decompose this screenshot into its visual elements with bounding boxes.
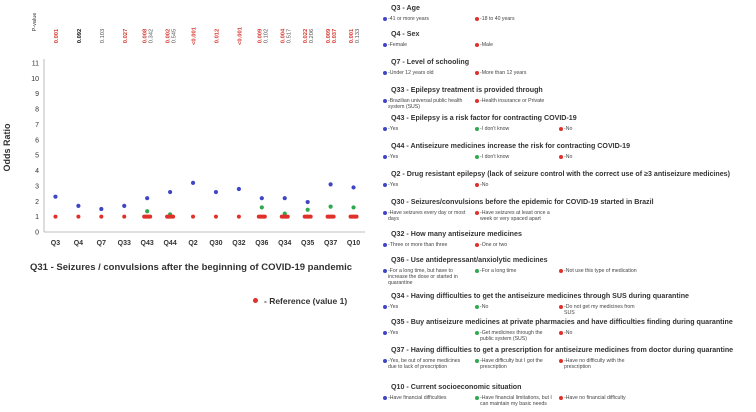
y-tick-label: 5 bbox=[35, 152, 39, 160]
reference-legend bbox=[253, 296, 347, 306]
legend-option bbox=[383, 268, 469, 286]
legend-question-title: Q37 - Having difficulties to get a prescription for antiseizure medicines from doctor during quarantine bbox=[391, 346, 734, 354]
p-value: 0.022 bbox=[303, 28, 310, 44]
reference-dot bbox=[253, 298, 258, 303]
x-tick-label: Q36 bbox=[255, 240, 269, 247]
legend-option bbox=[475, 154, 561, 160]
legend-option-label: -Get medicines through the public system (SUS) bbox=[480, 330, 543, 342]
p-value: 0.037 bbox=[332, 28, 339, 44]
legend-option-label: -Yes bbox=[388, 182, 399, 188]
legend-dot bbox=[383, 17, 387, 21]
p-value-label: P-value bbox=[32, 12, 38, 32]
legend-option-label: -Health insurance or Private bbox=[480, 98, 545, 104]
legend-question-title: Q4 - Sex bbox=[391, 30, 420, 38]
p-value: 0.008 bbox=[142, 28, 149, 44]
legend-option-label: -Under 12 years old bbox=[388, 70, 434, 76]
legend-option bbox=[475, 42, 561, 48]
legend-option bbox=[383, 182, 469, 188]
x-tick-label: Q4 bbox=[73, 240, 84, 247]
legend-option bbox=[383, 154, 469, 160]
legend-option-label: -One or two bbox=[480, 242, 508, 248]
reference-point bbox=[214, 215, 218, 219]
legend-option-label: -18 to 40 years bbox=[480, 16, 515, 22]
reference-point bbox=[76, 215, 80, 219]
legend-dot bbox=[383, 269, 387, 273]
blue-point bbox=[306, 200, 310, 204]
reference-label: - Reference (value 1) bbox=[264, 296, 348, 306]
chart-title: Q31 - Seizures / convulsions after the beginning of COVID-19 pandemic bbox=[30, 262, 353, 273]
reference-point bbox=[280, 215, 290, 219]
legend-option bbox=[383, 16, 469, 22]
green-point bbox=[351, 205, 355, 209]
reference-point bbox=[349, 215, 359, 219]
legend-dot bbox=[475, 359, 479, 363]
legend-option bbox=[383, 70, 469, 76]
legend-question-title: Q2 - Drug resistant epilepsy (lack of seizure control with the correct use of ≥3 antiseizure medicines) bbox=[391, 170, 730, 178]
legend-question-title: Q7 - Level of schooling bbox=[391, 58, 470, 66]
p-value: 0.009 bbox=[326, 28, 333, 44]
x-tick-label: Q44 bbox=[163, 240, 177, 247]
legend-option bbox=[383, 330, 469, 336]
legend-option bbox=[383, 210, 467, 222]
legend-option-label: -Yes bbox=[388, 126, 399, 132]
legend-dot bbox=[383, 331, 387, 335]
legend-option bbox=[475, 304, 561, 310]
legend-option bbox=[559, 358, 645, 370]
y-tick-label: 9 bbox=[35, 91, 39, 99]
legend-option bbox=[383, 126, 469, 132]
green-point bbox=[145, 209, 149, 213]
p-value: 0.206 bbox=[309, 28, 316, 44]
y-tick-label: 10 bbox=[31, 75, 39, 83]
legend-option-label: -Three or more than three bbox=[388, 242, 448, 248]
y-tick-label: 0 bbox=[35, 229, 39, 237]
y-axis-label: Odds Ratio bbox=[2, 123, 12, 172]
legend-option bbox=[475, 330, 555, 342]
legend-dot bbox=[475, 269, 479, 273]
legend-option bbox=[559, 304, 645, 316]
legend-option-label: -41 or more years bbox=[388, 16, 429, 22]
legend-dot bbox=[559, 127, 563, 131]
reference-point bbox=[142, 215, 152, 219]
p-value: <0.001 bbox=[237, 27, 244, 45]
legend-option bbox=[559, 126, 645, 132]
reference-point bbox=[191, 215, 195, 219]
reference-point bbox=[122, 215, 126, 219]
legend-option-label: -Female bbox=[388, 42, 408, 48]
legend-option bbox=[475, 182, 561, 188]
legend-question-title: Q36 - Use antidepressant/anxiolytic medicines bbox=[391, 256, 548, 264]
legend-question-title: Q30 - Seizures/convulsions before the epidemic for COVID-19 started in Brazil bbox=[391, 198, 654, 206]
p-value: 0.004 bbox=[280, 28, 287, 44]
legend-dot bbox=[383, 155, 387, 159]
legend-option-label: -No bbox=[480, 304, 489, 310]
legend-option bbox=[383, 98, 467, 110]
x-tick-label: Q10 bbox=[346, 240, 361, 247]
legend-option bbox=[475, 126, 561, 132]
legend-option bbox=[559, 268, 645, 274]
x-tick-label: Q2 bbox=[188, 240, 198, 247]
legend-dot bbox=[475, 183, 479, 187]
chart-axes bbox=[32, 13, 365, 232]
legend-option-label: -Have seizures every day or most days bbox=[388, 210, 466, 222]
legend-dot bbox=[475, 243, 479, 247]
p-value: 0.009 bbox=[257, 28, 264, 44]
legend-option bbox=[475, 16, 561, 22]
legend-dot bbox=[383, 305, 387, 309]
x-tick-label: Q35 bbox=[301, 240, 315, 247]
legend-option-label: -Yes bbox=[388, 154, 399, 160]
legend-option-label: -No bbox=[564, 330, 573, 336]
legend-option-label: -Brazilian universal public health system (SUS) bbox=[388, 98, 463, 110]
legend-dot bbox=[383, 99, 387, 103]
p-value: 0.133 bbox=[355, 28, 362, 44]
reference-point bbox=[99, 215, 103, 219]
p-value: 0.545 bbox=[171, 28, 178, 44]
green-point bbox=[260, 205, 264, 209]
p-value: 0.027 bbox=[122, 28, 129, 44]
legend-option-label: -Male bbox=[480, 42, 493, 48]
legend-option-label: -Yes bbox=[388, 304, 399, 310]
legend-dot bbox=[383, 243, 387, 247]
legend-dot bbox=[383, 71, 387, 75]
reference-point bbox=[326, 215, 336, 219]
legend-option-label: -More than 12 years bbox=[480, 70, 527, 76]
legend-dot bbox=[559, 305, 563, 309]
legend-dot bbox=[559, 155, 563, 159]
legend-option-label: -Yes, be out of some medicines due to lack of prescription bbox=[388, 358, 461, 370]
legend-question-title: Q3 - Age bbox=[391, 4, 420, 12]
legend-option-label: -I don't know bbox=[480, 154, 510, 160]
reference-point bbox=[53, 215, 57, 219]
reference-point bbox=[257, 215, 267, 219]
legend-question-title: Q35 - Buy antiseizure medicines at private pharmacies and have difficulties finding during quarantine bbox=[391, 318, 733, 326]
y-tick-label: 2 bbox=[35, 198, 39, 206]
legend-option-label: -Have no financial difficulty bbox=[564, 395, 626, 401]
legend-dot bbox=[475, 331, 479, 335]
legend-option bbox=[383, 395, 469, 401]
legend-option-label: -Do not get my medicines from SUS bbox=[564, 304, 635, 316]
legend-option bbox=[383, 242, 469, 248]
blue-point bbox=[168, 190, 172, 194]
legend-option bbox=[559, 330, 645, 336]
p-value: 0.517 bbox=[286, 28, 293, 44]
legend-dot bbox=[559, 396, 563, 400]
x-tick-label: Q3 bbox=[50, 240, 61, 247]
reference-point bbox=[237, 215, 241, 219]
legend-option bbox=[559, 395, 645, 401]
legend-option-label: -For a long time bbox=[480, 268, 517, 274]
y-tick-label: 7 bbox=[35, 121, 39, 129]
legend-dot bbox=[383, 127, 387, 131]
blue-point bbox=[283, 196, 287, 200]
p-values bbox=[54, 26, 361, 45]
blue-point bbox=[237, 187, 241, 191]
legend-option-label: -For a long time, but have to increase the dose or started in quarantine bbox=[388, 268, 458, 286]
legend-option-label: -I don't know bbox=[480, 126, 510, 132]
legend-option bbox=[475, 98, 561, 104]
legend-dot bbox=[475, 17, 479, 21]
legend-dot bbox=[383, 211, 387, 215]
legend-option-label: -Have no difficulty with the prescription bbox=[564, 358, 625, 370]
x-tick-label: Q7 bbox=[96, 240, 106, 247]
legend-option-label: -Have seizures at least once a week or very spaced apart bbox=[480, 210, 550, 222]
chart-marks bbox=[53, 181, 358, 219]
legend-option bbox=[475, 395, 553, 407]
p-value: <0.001 bbox=[191, 27, 198, 45]
reference-point bbox=[303, 215, 313, 219]
legend-dot bbox=[475, 127, 479, 131]
legend-option-label: -No bbox=[564, 154, 573, 160]
legend-option-label: -Have financial difficulties bbox=[388, 395, 447, 401]
legend-question-title: Q44 - Antiseizure medicines increase the risk for contracting COVID-19 bbox=[391, 142, 631, 150]
legend-option-label: -No bbox=[564, 126, 573, 132]
blue-point bbox=[145, 196, 149, 200]
legend-option bbox=[475, 70, 561, 76]
legend-question-title: Q33 - Epilepsy treatment is provided through bbox=[391, 86, 543, 94]
legend-dot bbox=[559, 331, 563, 335]
x-ticks bbox=[51, 240, 360, 247]
blue-point bbox=[99, 207, 103, 211]
legend-dot bbox=[475, 155, 479, 159]
legend-dot bbox=[475, 305, 479, 309]
p-value: 0.001 bbox=[53, 28, 60, 44]
legend-dot bbox=[383, 396, 387, 400]
legend-dot bbox=[475, 71, 479, 75]
legend-dot bbox=[383, 43, 387, 47]
y-axis bbox=[2, 61, 39, 237]
legend-dot bbox=[383, 359, 387, 363]
x-tick-label: Q43 bbox=[140, 240, 154, 247]
p-value: 0.092 bbox=[76, 28, 83, 44]
legend-option-label: -Yes bbox=[388, 330, 399, 336]
x-tick-label: Q33 bbox=[117, 240, 131, 247]
y-tick-label: 11 bbox=[31, 60, 39, 68]
legend-dot bbox=[559, 359, 563, 363]
legend-option bbox=[475, 358, 553, 370]
legend-option bbox=[383, 304, 469, 310]
y-tick-label: 8 bbox=[35, 106, 39, 114]
p-value: 0.342 bbox=[148, 28, 155, 44]
legend-dot bbox=[383, 183, 387, 187]
legend-dot bbox=[475, 43, 479, 47]
y-tick-label: 4 bbox=[35, 168, 39, 176]
question-legend bbox=[381, 0, 756, 412]
legend-option bbox=[475, 242, 561, 248]
legend-option-label: -Have difficulty but I got the prescription bbox=[480, 358, 543, 370]
legend-option-label: -No bbox=[480, 182, 489, 188]
legend-option bbox=[475, 210, 561, 222]
green-point bbox=[329, 205, 333, 209]
blue-point bbox=[351, 185, 355, 189]
p-value: 0.001 bbox=[349, 28, 356, 44]
legend-option bbox=[559, 154, 645, 160]
blue-point bbox=[191, 181, 195, 185]
y-tick-label: 3 bbox=[35, 183, 39, 191]
p-value: 0.002 bbox=[165, 28, 172, 44]
legend-dot bbox=[475, 396, 479, 400]
odds-ratio-chart bbox=[0, 0, 372, 260]
blue-point bbox=[214, 190, 218, 194]
legend-dot bbox=[475, 99, 479, 103]
legend-question-title: Q10 - Current socioeconomic situation bbox=[391, 383, 522, 391]
legend-dot bbox=[475, 211, 479, 215]
legend-question-title: Q34 - Having difficulties to get the antiseizure medicines through SUS during quarantine bbox=[391, 292, 689, 300]
legend-option bbox=[383, 358, 469, 370]
blue-point bbox=[122, 204, 126, 208]
x-tick-label: Q37 bbox=[323, 240, 338, 247]
legend-dot bbox=[559, 269, 563, 273]
legend-option-label: -Have financial limitations, but I can maintain my basic needs bbox=[480, 395, 552, 407]
blue-point bbox=[260, 196, 264, 200]
legend-option bbox=[383, 42, 469, 48]
x-tick-label: Q30 bbox=[209, 240, 223, 247]
y-tick-label: 6 bbox=[35, 137, 39, 145]
reference-point bbox=[165, 215, 175, 219]
p-value: 0.103 bbox=[99, 28, 106, 44]
x-tick-label: Q34 bbox=[278, 240, 292, 247]
p-value: 0.102 bbox=[263, 28, 270, 44]
blue-point bbox=[53, 195, 57, 199]
legend-question-title: Q32 - How many antiseizure medicines bbox=[391, 230, 522, 238]
legend-question-title: Q43 - Epilepsy is a risk factor for contracting COVID-19 bbox=[391, 114, 577, 122]
x-tick-label: Q32 bbox=[232, 240, 246, 247]
legend-option-label: -Not use this type of medication bbox=[564, 268, 637, 274]
blue-point bbox=[76, 204, 80, 208]
p-value: 0.012 bbox=[214, 28, 221, 44]
legend-option bbox=[475, 268, 561, 274]
blue-point bbox=[329, 182, 333, 186]
green-point bbox=[306, 208, 310, 212]
y-tick-label: 1 bbox=[35, 214, 39, 222]
